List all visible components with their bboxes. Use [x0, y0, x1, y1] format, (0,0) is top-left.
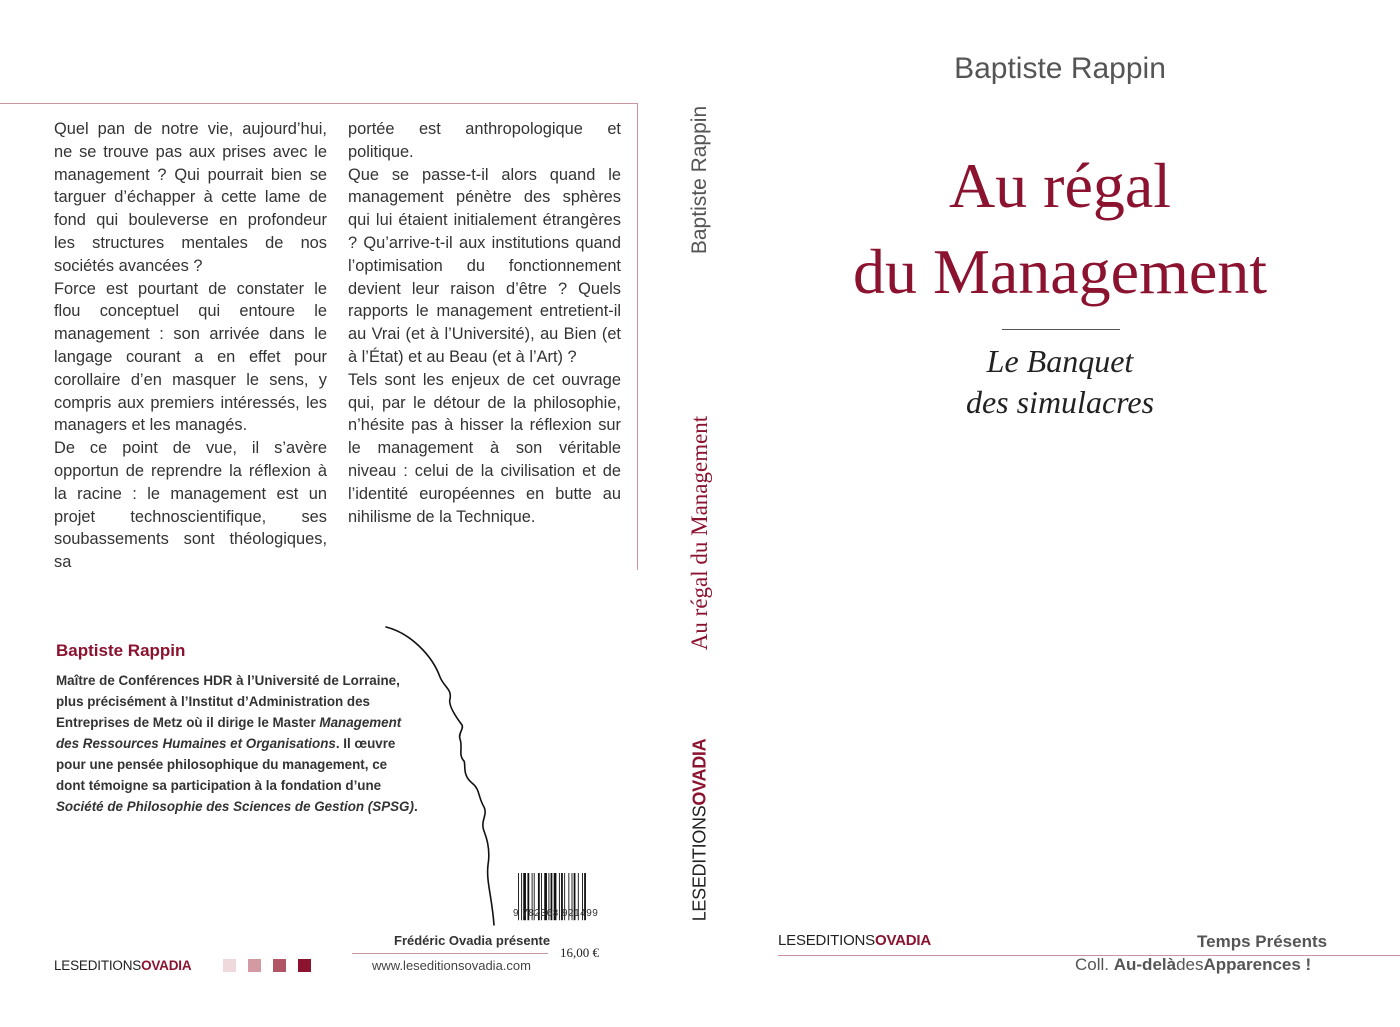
blurb-paragraph: Force est pourtant de constater le flou conceptuel qui entoure le management : son arrivée dans le langage courant a en effet pour corollaire d’en masquer le sens, y compris aux premiers intéressés, les managers et les managés. — [54, 279, 327, 435]
bio-italic: Société de Philosophie des Sciences de Gestion (SPSG) — [56, 799, 414, 814]
publisher-logo-bold: OVADIA — [875, 932, 932, 949]
author-bio — [56, 670, 418, 817]
collection-name: Temps Présents — [1197, 932, 1328, 951]
bio-text: . — [413, 799, 418, 814]
collection-mid: des — [1176, 955, 1204, 974]
color-swatch — [298, 959, 311, 972]
isbn-number: 9 782363 921499 — [513, 908, 599, 919]
front-title-line-2: du Management — [852, 236, 1268, 307]
blurb-paragraph: Quel pan de notre vie, aujourd’hui, ne se trouve pas aux prises avec le management ? Qui pourrait bien se targuer d’échapper à cette lame de fond qui bouleverse en profondeur les structures mentales de nos sociétés avancées ? — [54, 120, 327, 275]
front-title-line-1: Au régal — [948, 150, 1172, 221]
front-subtitle-line-2: des simulacres — [965, 384, 1155, 420]
publisher-logo-light: LESEDITIONS — [54, 958, 142, 973]
publisher-logo-light: LESEDITIONS — [778, 932, 875, 949]
blurb-paragraph: Tels sont les enjeux de cet ouvrage qui, par le détour de la philosophie, n’hésite pas à hisser la réflexion sur le management à son véritable niveau : celui de la civilisation et de l’identité européennes en butte au nihilisme de la Technique. — [348, 370, 621, 526]
publisher-logo-front — [778, 932, 931, 949]
publisher-logo-bold: OVADIA — [141, 958, 192, 973]
presents-rule — [352, 953, 548, 954]
back-frame-right-rule — [637, 103, 638, 570]
back-frame-top-rule — [0, 103, 638, 104]
back-author-name: Baptiste Rappin — [56, 641, 186, 660]
price-label: 16,00 € — [560, 945, 599, 960]
blurb-column-left — [54, 118, 327, 574]
spine-title: Au régal du Management — [687, 415, 712, 651]
title-divider — [1002, 329, 1120, 330]
blurb-paragraph: De ce point de vue, il s’avère opportun de reprendre la réflexion à la racine : le management est un projet technoscientifique, ses soubassements sont théologiques, sa — [54, 439, 327, 572]
publisher-website[interactable]: www.leseditionsovadia.com — [372, 958, 531, 973]
front-author: Baptiste Rappin — [954, 52, 1166, 85]
publisher-logo-back — [54, 958, 191, 973]
publisher-logo-light: LESEDITIONS — [689, 805, 710, 922]
publisher-logo-bold: OVADIA — [689, 738, 710, 806]
bio-text: Maître de Conférences HDR à l’Université de Lorraine, plus précisément à l’Institut d’Administration des Entreprises de Metz où il dirige le Master — [56, 673, 400, 730]
bio-text: . Il œuvre pour une pensée philosophique du management, ce dont témoigne sa participation à la fondation d’une — [56, 736, 396, 793]
spine-publisher-logo — [690, 739, 711, 922]
profile-silhouette-illustration — [380, 625, 510, 930]
spine-author: Baptiste Rappin — [688, 105, 711, 255]
blurb-column-right — [348, 118, 621, 528]
blurb-paragraph: portée est anthropologique et politique. — [348, 120, 621, 161]
front-subtitle-line-1: Le Banquet — [986, 343, 1134, 379]
publisher-presents: Frédéric Ovadia présente — [394, 933, 551, 948]
collection-bold-1: Au-delà — [1113, 955, 1177, 974]
collection-series — [1075, 955, 1311, 975]
color-swatch — [248, 959, 261, 972]
color-swatch — [223, 959, 236, 972]
blurb-paragraph: Que se passe-t-il alors quand le management pénètre des sphères qui lui étaient initialement étrangères ? Qu’arrive-t-il aux institutions quand l’optimisation du fonctionnement devient leur raison d’être ? Quels rapports le management entretient-il au Vrai (et à l’Université), au Bien (et à l’État) et au Beau (et à l’Art) ? — [348, 165, 621, 366]
color-swatch — [273, 959, 286, 972]
bio-italic: Management des Ressources Humaines et Organisations — [56, 715, 402, 751]
collection-bold-2: Apparences ! — [1203, 955, 1312, 974]
collection-prefix: Coll. — [1075, 955, 1114, 974]
